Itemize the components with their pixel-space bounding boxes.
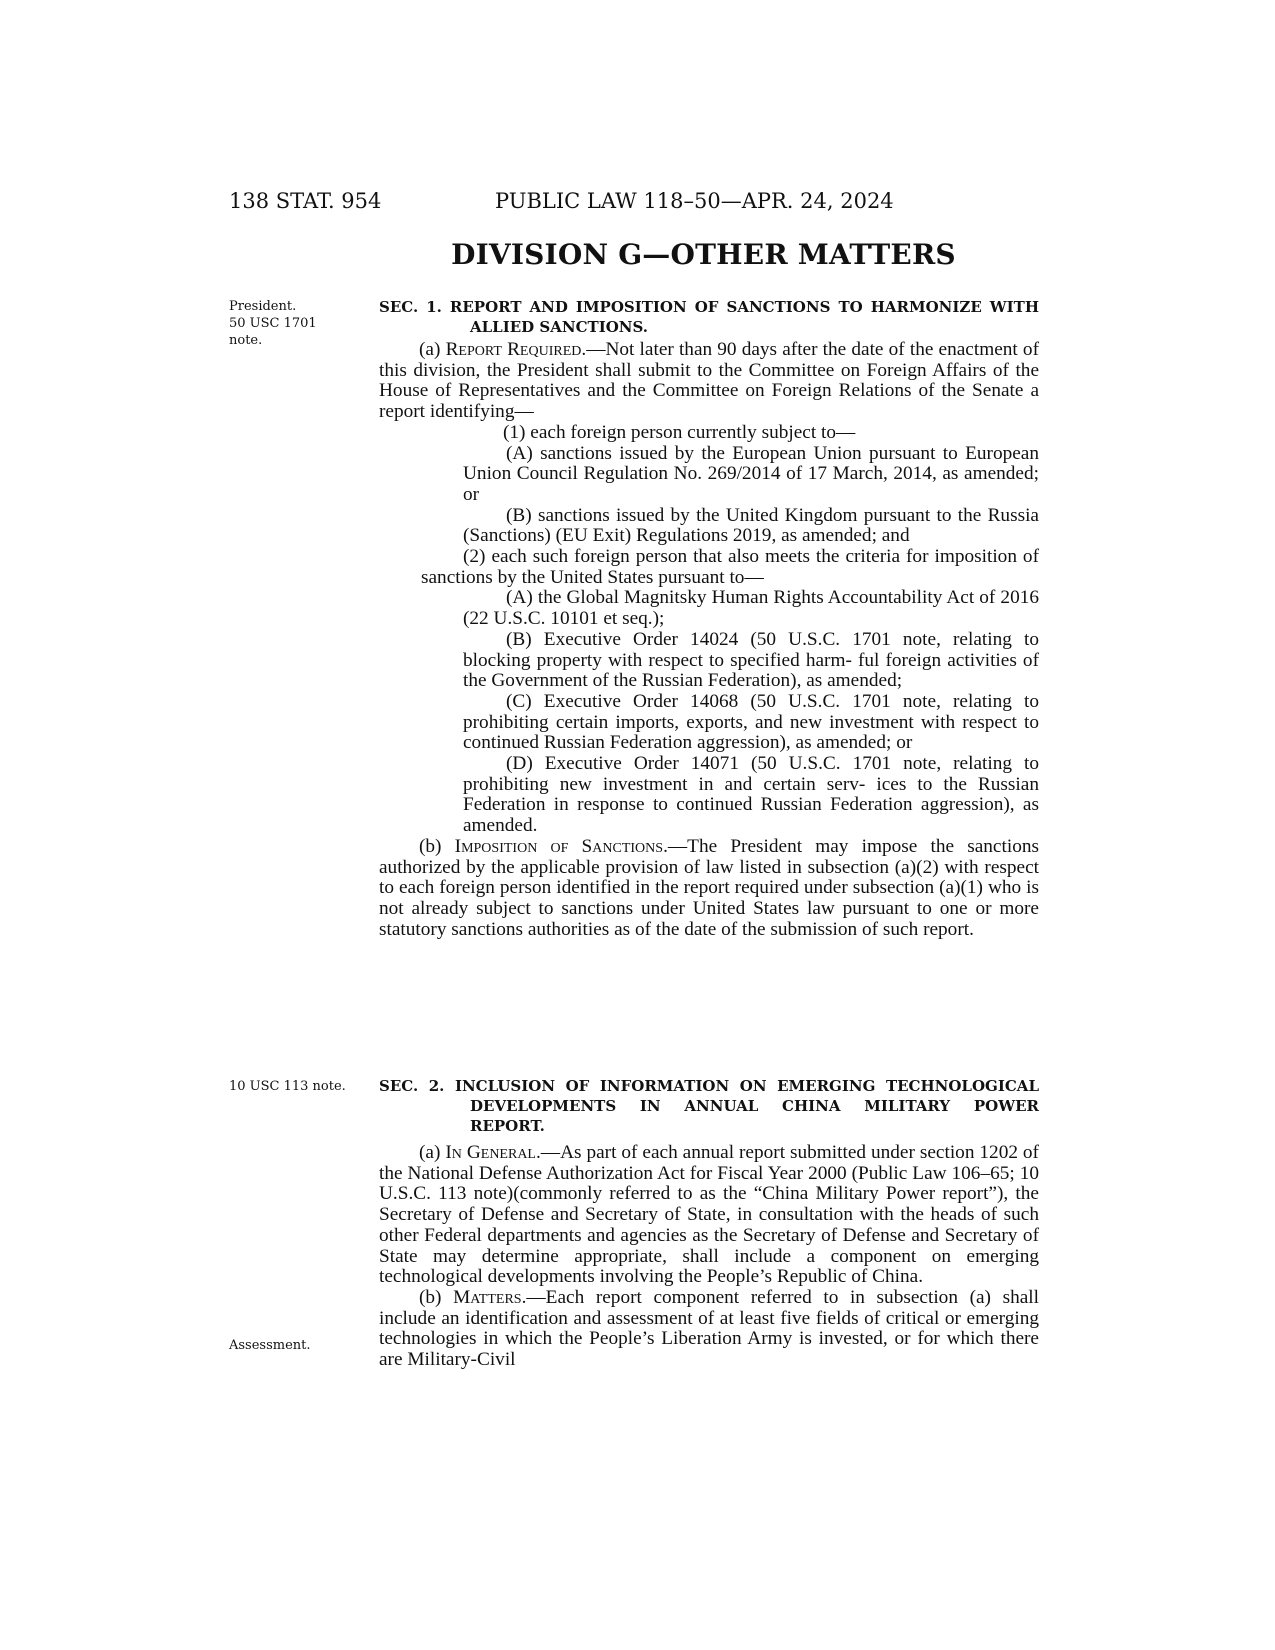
sec2-body [379,1143,1039,1371]
margin-note-line: 50 USC 1701 [229,316,317,331]
margin-note-president [229,298,379,349]
subsection-caption: Matters [453,1286,522,1308]
sec1-heading-line2: ALLIED SANCTIONS. [470,318,649,336]
sec1-heading-line1: SEC. 1. REPORT AND IMPOSITION OF SANCTIONS TO HARMONIZE WITH [379,298,1039,316]
sec1-paragraph-2: (2) each such foreign person that also meets the criteria for imposition of sanctions by the United States pursuant to— [421,546,1039,588]
subsection-label: (b) [419,1286,454,1308]
sec1-subsection-a [379,340,1039,423]
subsection-text: .—Not later than 90 days after the date of the enactment of this division, the President shall submit to the Committee on Foreign Affairs of the House of Representatives and the Committee on Foreign Relations of the Senate a report identifying— [379,339,1039,423]
sec2-heading [379,1076,1039,1136]
subsection-label: (b) [419,835,455,857]
margin-note-line: note. [229,333,263,348]
subsection-text: .—Each report component referred to in subsection (a) shall include an identification and assessment of at least five fields of critical or emerging technologies in which the People’s Liberation Army is invested, or for which there are Military-Civil [379,1286,1039,1371]
subsection-caption: Report Required [445,339,582,360]
margin-note-10usc: 10 USC 113 note. [229,1079,346,1094]
subsection-text: .—The President may impose the sanctions authorized by the applicable provision of law listed in subsection (a)(2) with respect to each foreign person identified in the report required under subsection (a)(1) who is not already subject to sanctions under United States law pursuant to one or more statutory sanctions authorities as of the date of the submission of such report. [379,835,1039,940]
sec1-body [379,340,1039,940]
subsection-caption: In General [445,1142,536,1163]
sec1-heading [379,297,1039,337]
subsection-label: (a) [419,1142,446,1163]
margin-note-line: President. [229,299,297,314]
subsection-caption: Imposition of Sanctions [454,835,664,857]
division-title: DIVISION G—OTHER MATTERS [451,238,956,271]
sec1-subparagraph-1A: (A) sanctions issued by the European Union pursuant to European Union Council Regulation No. 269/2014 of 17 March, 2014, as amended; or [463,442,1039,505]
stat-page-number: 138 STAT. 954 [229,189,382,213]
sec1-subparagraph-2A: (A) the Global Magnitsky Human Rights Accountability Act of 2016 (22 U.S.C. 10101 et seq.); [463,587,1039,630]
subsection-text: .—As part of each annual report submitted under section 1202 of the National Defense Authorization Act for Fiscal Year 2000 (Public Law 106–65; 10 U.S.C. 113 note)(commonly referred to as the “China Military Power report”), the Secretary of Defense and Secretary of State, in consultation with the heads of such other Federal departments and agencies as the Secretary of Defense and Secretary of State may determine appropriate, shall include a component on emerging technological developments involving the People’s Republic of China. [379,1142,1039,1288]
sec2-heading-line3: REPORT. [470,1117,545,1135]
sec2-heading-line1: SEC. 2. INCLUSION OF INFORMATION ON EMERGING TECHNOLOGICAL [379,1077,1039,1095]
sec1-subparagraph-1B: (B) sanctions issued by the United Kingdom pursuant to the Russia (Sanctions) (EU Exit) Regulations 2019, as amended; and [463,504,1039,547]
margin-note-assessment: Assessment. [229,1338,311,1353]
sec1-subparagraph-2C: (C) Executive Order 14068 (50 U.S.C. 1701 note, relating to prohibiting certain imports, exports, and new investment with respect to continued Russian Federation aggression), as amended; or [463,690,1039,754]
sec2-subsection-a [379,1143,1039,1288]
running-header-law: PUBLIC LAW 118–50—APR. 24, 2024 [495,189,894,213]
sec1-subparagraph-2D: (D) Executive Order 14071 (50 U.S.C. 1701 note, relating to prohibiting new investment in and certain serv- ices to the Russian Federation in response to continued Russian Federation aggression), as amended. [463,753,1039,837]
sec1-subsection-b [379,837,1039,941]
sec1-subparagraph-2B: (B) Executive Order 14024 (50 U.S.C. 1701 note, relating to blocking property with respect to specified harm- ful foreign activities of the Government of the Russian Federation), as amended; [463,628,1039,692]
sec1-paragraph-1: (1) each foreign person currently subject to— [503,421,856,443]
subsection-label: (a) [419,339,446,360]
sec2-heading-line2: DEVELOPMENTS IN ANNUAL CHINA MILITARY POWER [470,1097,1039,1115]
sec2-subsection-b [379,1288,1039,1371]
